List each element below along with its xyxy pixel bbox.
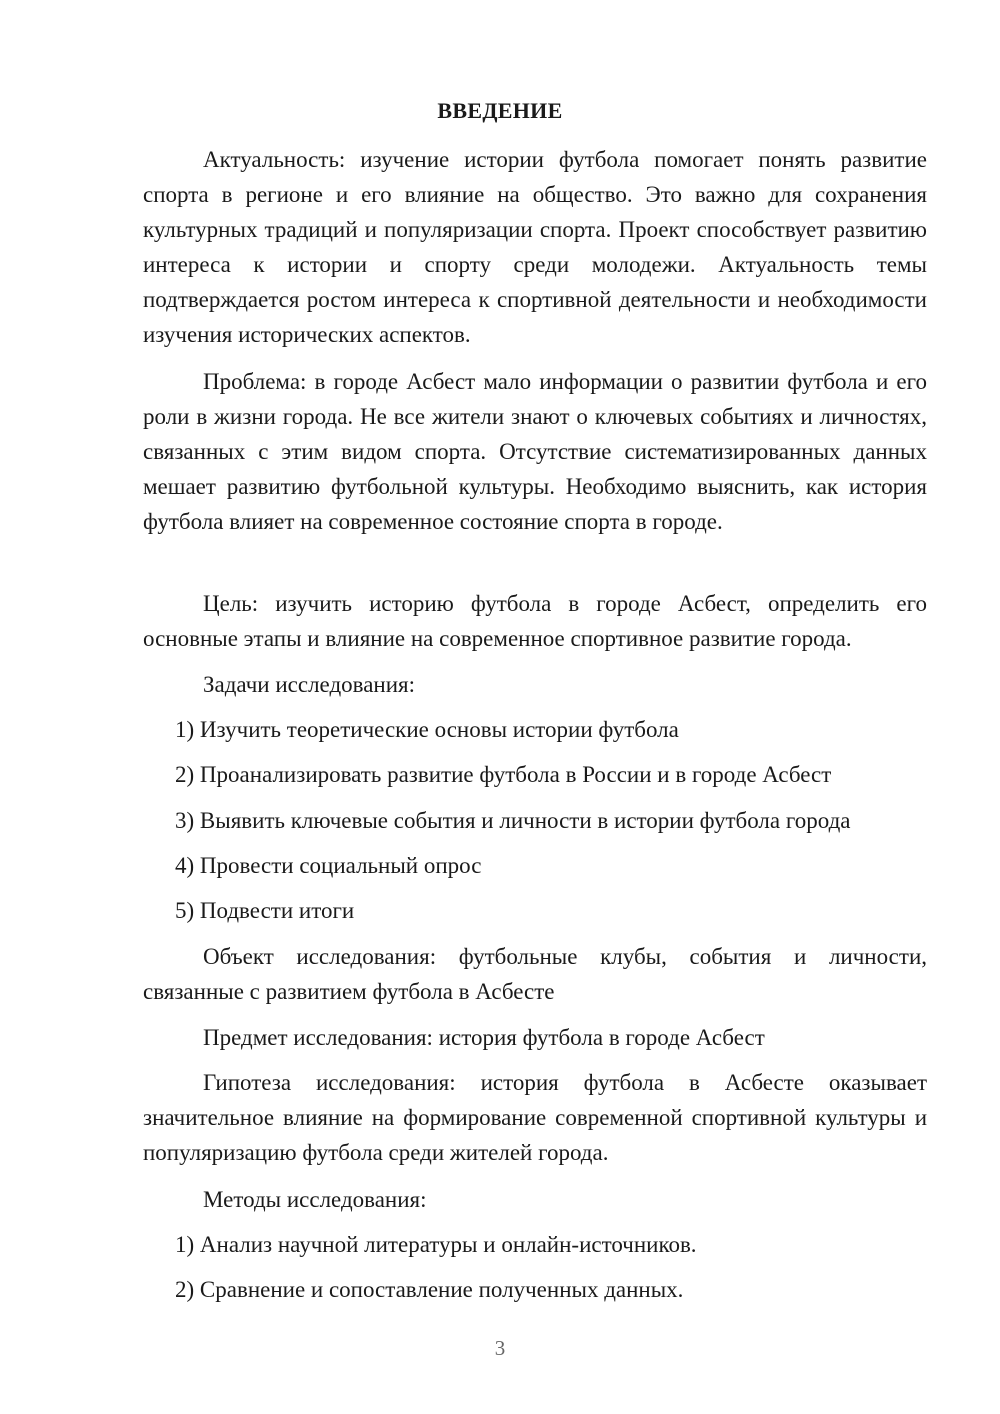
task-item: 4) Провести социальный опрос bbox=[175, 853, 482, 878]
method-item: 1) Анализ научной литературы и онлайн-источников. bbox=[175, 1232, 697, 1257]
task-item: 5) Подвести итоги bbox=[175, 898, 355, 923]
hypothesis-paragraph: Гипотеза исследования: история футбола в Асбесте оказывает значительное влияние на формирование современной спортивной культуры и популяризацию футбола среди жителей города. bbox=[143, 1070, 927, 1165]
subject-paragraph: Предмет исследования: история футбола в городе Асбест bbox=[203, 1025, 765, 1050]
tasks-heading: Задачи исследования: bbox=[203, 672, 416, 697]
goal-paragraph: Цель: изучить историю футбола в городе Асбест, определить его основные этапы и влияние на современное спортивное развитие города. bbox=[143, 591, 927, 651]
task-item: 3) Выявить ключевые события и личности в истории футбола города bbox=[175, 808, 851, 833]
task-item: 2) Проанализировать развитие футбола в России и в городе Асбест bbox=[175, 762, 832, 787]
method-item: 2) Сравнение и сопоставление полученных данных. bbox=[175, 1277, 684, 1302]
relevance-paragraph: Актуальность: изучение истории футбола помогает понять развитие спорта в регионе и его влияние на общество. Это важно для сохранения культурных традиций и популяризации спорта. Проект способствует развитию интереса к истории и спорту среди молодежи. Актуальность темы подтверждается ростом интереса к спортивной деятельности и необходимости изучения исторических аспектов. bbox=[143, 147, 927, 347]
problem-paragraph: Проблема: в городе Асбест мало информации о развитии футбола и его роли в жизни города. Не все жители знают о ключевых событиях и личностях, связанных с этим видом спорта. Отсутствие систематизированных данных мешает развитию футбольной культуры. Необходимо выяснить, как история футбола влияет на современное состояние спорта в городе. bbox=[143, 369, 927, 534]
page-number: 3 bbox=[494, 1336, 506, 1360]
page-title: ВВЕДЕНИЕ bbox=[437, 98, 563, 123]
methods-heading: Методы исследования: bbox=[203, 1187, 427, 1212]
object-paragraph: Объект исследования: футбольные клубы, события и личности, связанные с развитием футбола в Асбесте bbox=[143, 944, 927, 1004]
task-item: 1) Изучить теоретические основы истории футбола bbox=[175, 717, 679, 742]
